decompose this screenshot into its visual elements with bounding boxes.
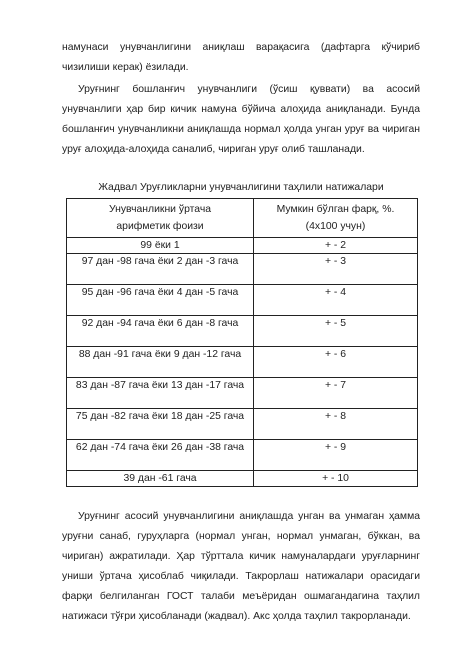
cell-diff: + - 10 (254, 471, 418, 487)
table-row (67, 409, 418, 440)
cell-range: 83 дан -87 гача ёки 13 дан -17 гача (67, 378, 254, 409)
header-text: Мумкин бўлган фарқ, %. (276, 204, 395, 215)
table-row (67, 254, 418, 285)
cell-diff: + - 3 (254, 254, 418, 285)
table-row (67, 347, 418, 378)
table-row (67, 316, 418, 347)
cell-range: 75 дан -82 гача ёки 18 дан -25 гача (67, 409, 254, 440)
table-row (67, 285, 418, 316)
cell-range: 88 дан -91 гача ёки 9 дан -12 гача (67, 347, 254, 378)
paragraph-main-germination (62, 507, 420, 627)
paragraph-text: Уруғнинг бошланғич унувчанлиги (ўсиш қуввати) ва асосий унувчанлиги ҳар бир кичик намуна бўйича алоҳида аниқланади. Бунда бошланғич унувчанликни аниқлашда нормал ҳолда унган уруғ ва чириган уруғ алоҳида-алоҳида саналиб, чириган уруғ олиб ташланади. (62, 84, 420, 155)
cell-diff: + - 5 (254, 316, 418, 347)
header-text: (4x100 учун) (305, 221, 366, 232)
header-text: Унувчанликни ўртача (108, 204, 212, 215)
table-row (67, 238, 418, 254)
cell-diff: + - 7 (254, 378, 418, 409)
cell-diff: + - 6 (254, 347, 418, 378)
cell-diff: + - 8 (254, 409, 418, 440)
header-text: арифметик фоизи (116, 221, 204, 232)
table-row (67, 471, 418, 487)
cell-range: 39 дан -61 гача (67, 471, 254, 487)
cell-range: 99 ёки 1 (67, 238, 254, 254)
header-col-difference (254, 199, 418, 238)
paragraph-germination (62, 80, 420, 160)
table-row (67, 378, 418, 409)
cell-range: 62 дан -74 гача ёки 26 дан -38 гача (67, 440, 254, 471)
table-caption: Жадвал Уруғликларни унувчанлигини таҳлили натижалари (98, 182, 384, 193)
results-table (66, 198, 418, 487)
paragraph-text: намунаси унувчанлигини аниқлаш варақасига (дафтарга кўчириб чизилиши керак) ёзилади. (62, 42, 420, 73)
cell-diff: + - 9 (254, 440, 418, 471)
header-col-average (67, 199, 254, 238)
cell-diff: + - 2 (254, 238, 418, 254)
paragraph-intro (62, 38, 420, 78)
cell-range: 92 дан -94 гача ёки 6 дан -8 гача (67, 316, 254, 347)
table-row (67, 440, 418, 471)
cell-diff: + - 4 (254, 285, 418, 316)
table-header-row (67, 199, 418, 238)
cell-range: 97 дан -98 гача ёки 2 дан -3 гача (67, 254, 254, 285)
paragraph-text: Уруғнинг асосий унувчанлигини аниқлашда унган ва унмаган ҳамма уруғни санаб, гуруҳларга (нормал унган, нормал унмаган, бўккан, ва чириган) ажратилади. Ҳар тўрттала кичик намуналардаги уруғларнинг униши ўртача ҳисоблаб чиқилади. Такрорлаш натижалари орасидаги фарқи белгиланган ГОСТ талаби меъёридан ошмагандагина таҳлил натижаси тўғри ҳисобланади (жадвал). Акс ҳолда таҳлил такрорланади. (62, 511, 420, 622)
cell-range: 95 дан -96 гача ёки 4 дан -5 гача (67, 285, 254, 316)
